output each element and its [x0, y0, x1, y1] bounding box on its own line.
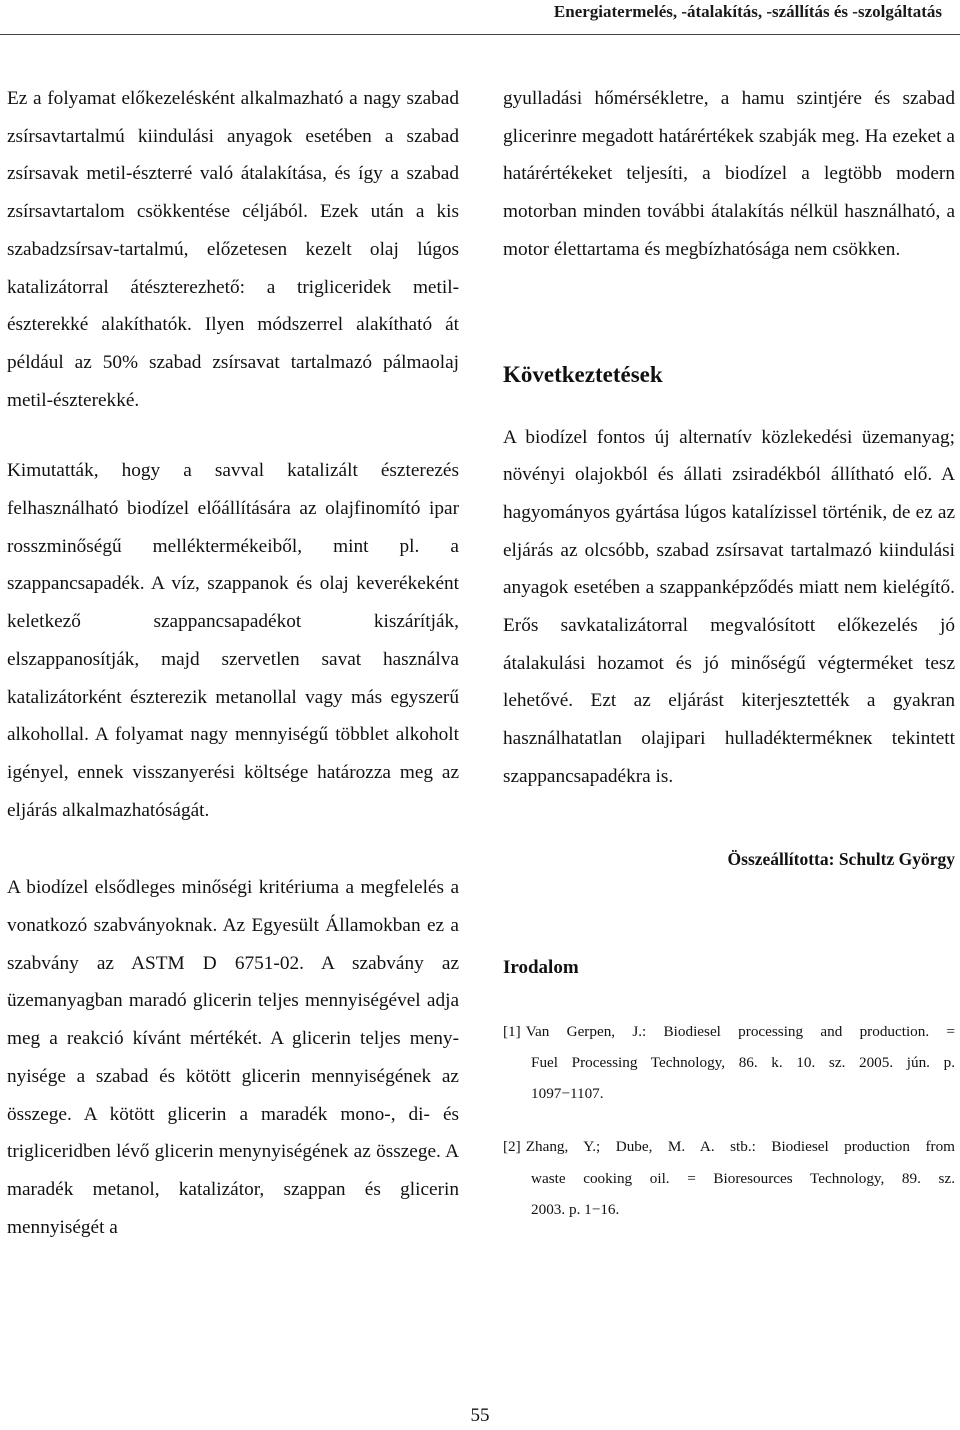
reference-number: [1]: [503, 1022, 521, 1040]
right-column: [503, 80, 955, 1225]
header-divider: [0, 34, 960, 35]
reference-text-line-3: 1097−1107.: [531, 1085, 604, 1103]
reference-number: [2]: [503, 1138, 521, 1156]
author-credit: Összeállította: Schultz György: [727, 848, 955, 869]
reference-text-line-1: Zhang, Y.; Dube, M. A. stb.: Biodiesel production from: [525, 1138, 955, 1156]
reference-item: [503, 1131, 955, 1225]
reference-item: [503, 1016, 955, 1110]
reference-text-line-2: waste cooking oil. = Bioresources Technology, 89. sz.: [531, 1169, 955, 1187]
references-heading: Irodalom: [503, 956, 579, 978]
reference-text-line-3: 2003. p. 1−16.: [531, 1201, 620, 1219]
reference-text-line-1: Van Gerpen, J.: Biodiesel processing and production. =: [525, 1022, 955, 1040]
left-paragraph-1: Ez a folyamat előkezelésként alkalmazható a nagy szabad zsírsavtartalmú kiindulási anyagok esetében a szabad zsírsavak metil-észterré való átalakítása, és így a szabad zsírsavtartalom csökkentése céljából. Ezek után a kis szabadzsírsav-tartalmú, előzetesen kezelt olaj lúgos katalizátorral átészterezhető: a trigliceridek metil-észterekké alakíthatók. Ilyen módszerrel alakítható át például az 50% szabad zsírsavat tartalmazó pálmaolaj metil-észterekké.: [7, 88, 459, 411]
right-paragraph-1: gyulladási hőmérsékletre, a hamu szintjére és szabad glicerinre megadott határértékek szabják meg. Ha ezeket a határértékeket teljesíti, a biodízel a legtöbb modern motorban minden további átalakítás nélkül használható, a motor élettartama és megbízhatósága nem csökken.: [503, 88, 955, 260]
left-paragraph-3: A biodízel elsődleges minőségi kritériuma a megfelelés a vonatkozó szabványoknak. Az Egyesült Államokban ez a szabvány az ASTM D 6751-02. A szabvány az üzemanyagban maradó glicerin teljes mennyiségével adja meg a reakció kívánt mértékét. A glicerin teljes menynyisége a szabad és kötött glicerin mennyiségének az összege. A kötött glicerin a maradék mono-, di- és trigliceridben lévő glicerin menynyiségének az összege. A maradék metanol, katalizátor, szappan és glicerin mennyiségét a: [7, 877, 459, 1238]
left-column: [7, 80, 459, 1246]
left-paragraph-2: Kimutatták, hogy a savval katalizált észterezés felhasználható biodízel előállítására az olajfinomító ipar rosszminőségű melléktermékeiből, mint pl. a szappancsapadék. A víz, szappanok és olaj keverékeként keletkező szappancsapadékot kiszárítják, elszappanosítják, majd szervetlen savat használva katalizátorként észterezik metanollal vagy más egyszerű alkohollal. A folyamat nagy mennyiségű többlet alkoholt igényel, ennek visszanyerési költsége határozza meg az eljárás alkalmazhatóságát.: [7, 460, 459, 821]
reference-text-line-2: Fuel Processing Technology, 86. k. 10. sz. 2005. jún. p.: [531, 1053, 955, 1071]
running-header-title: Energiatermelés, -átalakítás, -szállítás és -szolgáltatás: [553, 2, 942, 21]
conclusions-paragraph: A biodízel fontos új alternatív közlekedési üzemanyag; növényi olajokból és állati zsiradékból állítható elő. A hagyományos gyártása lúgos katalízissel történik, de ez az eljárás az olcsóbb, szabad zsírsavat tartalmazó kiindulási anyagok esetében a szappanképződés miatt nem kielégítő. Erős savkatalizátorral megvalósított előkezelés jó átalakulási hozamot és jó minőségű végterméket tesz lehetővé. Ezt az eljárást kiterjesztették a gyakran használhatatlan olajipari hulladéktermékneк tekintett szappancsapadékra is.: [503, 426, 955, 787]
page-number: 55: [470, 1405, 490, 1426]
conclusions-heading: Következtetések: [503, 361, 663, 387]
